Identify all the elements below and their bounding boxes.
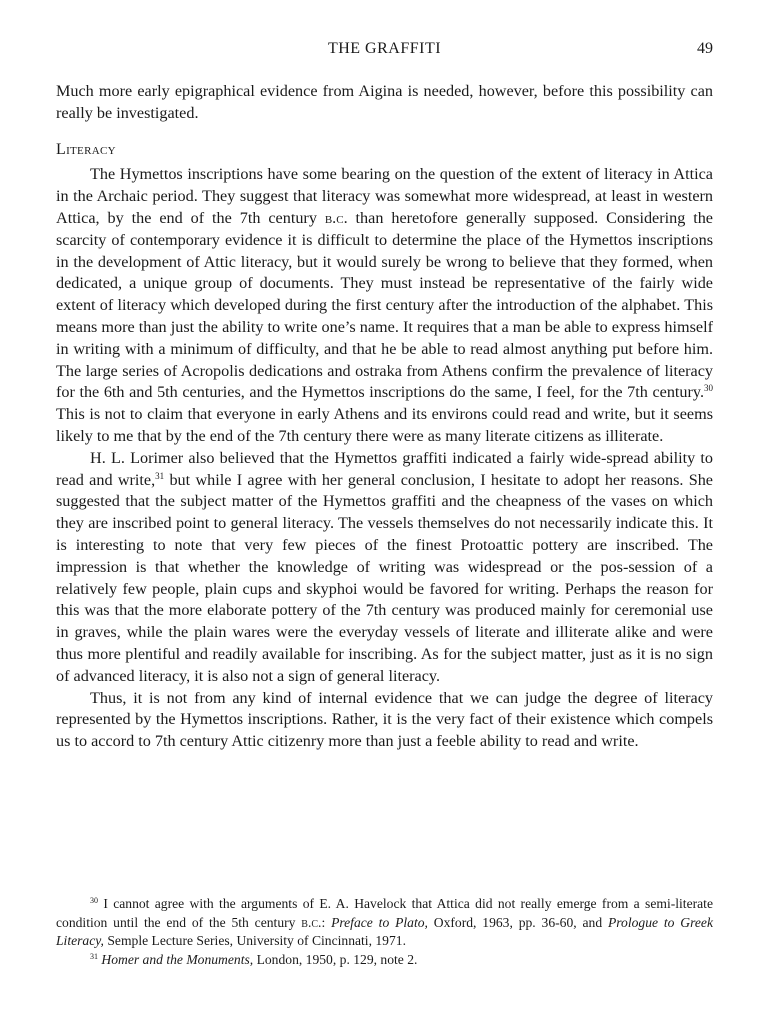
text-segment: London, 1950, p. 129, note 2. <box>253 951 418 967</box>
text-segment: than heretofore generally supposed. Considering the scarcity of contemporary evidence it is difficult to determine the place of the Hymettos inscriptions in the development of Attic literacy, but it would surely be wrong to believe that they formed, when dedicated, a unique group of documents. They must instead be representative of the fairly wide extent of literacy which developed during the first century after the introduction of the alphabet. This means more than just the ability to write one’s name. It requires that a man be able to express himself in writing with a minimum of difficulty, and that he be able to read almost anything put before him. The large series of Acropolis dedications and ostraka from Athens confirm the prevalence of literacy for the 6th and 5th centuries, and the Hymettos inscriptions do the same, I feel, for the 7th century. <box>56 208 713 402</box>
paragraph-literacy-3: Thus, it is not from any kind of internal evidence that we can judge the degree of literacy represented by the Hymettos inscriptions. Rather, it is the very fact of their existence which compels us to accord to 7th century Attic citizenry more than just a feeble ability to read and write. <box>56 688 713 751</box>
page-number: 49 <box>697 40 713 57</box>
footnote-number: 31 <box>90 951 98 961</box>
text-segment: Semple Lecture Series, University of Cincinnati, 1971. <box>103 933 406 948</box>
footnotes <box>56 895 713 969</box>
paragraph-literacy-2 <box>56 448 713 688</box>
text-segment: This is not to claim that everyone in early Athens and its environs could read and write, but it seems likely to me that by the end of the 7th century there were as many literate citizens as illiterate. <box>56 405 713 445</box>
footnote-ref-31[interactable]: 31 <box>155 470 165 481</box>
text-segment: H. L. Lorimer also believed that the Hymettos graffiti indicated a fairly wide-spread ability to read and write, <box>56 448 713 489</box>
book-title: Preface to Plato, <box>331 914 428 930</box>
text-segment: The Hymettos inscriptions have some bearing on the question of the extent of literacy in Attica in the Archaic period. They suggest that literacy was somewhat more widespread, at least in western Attica, by the end of the 7th century <box>56 165 713 227</box>
book-title: Homer and the Monuments, <box>98 951 254 967</box>
text-segment: Oxford, 1963, pp. 36-60, and <box>427 914 608 930</box>
text-segment: : <box>321 914 332 930</box>
book-title: Prologue to Greek Literacy, <box>56 914 713 948</box>
footnote-ref-30[interactable]: 30 <box>704 383 713 394</box>
text-segment: I cannot agree with the arguments of E. A. Havelock that Attica did not really emerge from a semi-literate condition until the end of the 5th century <box>56 896 713 930</box>
paragraph-continued: Much more early epigraphical evidence from Aigina is needed, however, before this possibility can really be investigated. <box>56 82 713 122</box>
section-heading: Literacy <box>56 140 116 158</box>
main-text <box>56 81 713 753</box>
paragraph-literacy-1 <box>56 164 713 447</box>
footnote-number: 30 <box>90 896 98 905</box>
footnote-30 <box>56 895 713 951</box>
era-abbreviation: b.c. <box>301 914 322 930</box>
running-title: THE GRAFFITI <box>327 40 442 57</box>
running-header <box>56 40 713 64</box>
era-abbreviation: b.c. <box>324 208 348 227</box>
text-segment: but while I agree with her general conclusion, I hesitate to adopt her reasons. She suggested that the subject matter of the Hymettos graffiti and the cheapness of the vases on which they are inscribed point to general literacy. The vessels themselves do not necessarily indicate this. It is interesting to note that very few pieces of the finest Protoattic pottery are inscribed. The impression is that whether the knowledge of writing was widespread or the pos-session of a relatively few people, plain cups and skyphoi would be favored for writing. Perhaps the reason for this was that the more elaborate pottery of the 7th century was produced mainly for ceremonial use in graves, while the plain wares were the everyday vessels of literate and illiterate alike and were thus more plentiful and readily available for inscribing. As for the subject matter, just as it is no sign of advanced literacy, it is also not a sign of general literacy. <box>56 470 713 685</box>
footnote-31 <box>56 951 713 970</box>
